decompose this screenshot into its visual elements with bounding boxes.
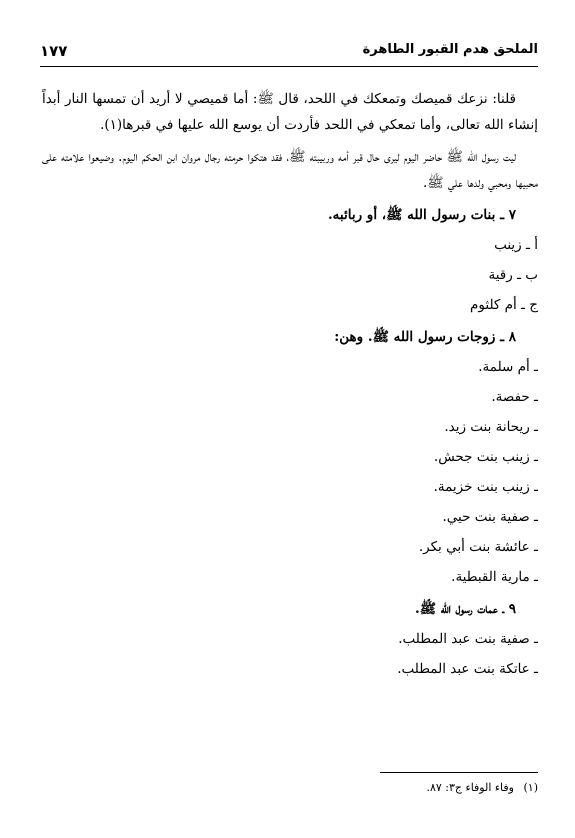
list-item: ـ عائشة بنت أبي بكر. — [418, 539, 538, 555]
footnote-number: (١) — [523, 781, 538, 794]
page-number: ١٧٧ — [40, 42, 68, 60]
list-item: ـ زينب بنت جحش. — [433, 449, 538, 465]
list-item: ـ ريحانة بنت زيد. — [444, 419, 538, 435]
section-7-heading: ٧ ـ بنات رسول الله ﷺ، أو ربائبه. — [327, 207, 516, 223]
page-header — [40, 40, 538, 67]
list-item: ـ حفصة. — [491, 389, 538, 405]
list-item: ـ صفية بنت حيي. — [442, 509, 538, 525]
list-item: ـ صفية بنت عبد المطلب. — [398, 631, 538, 647]
list-item: ـ أم سلمة. — [478, 359, 538, 375]
list-item: ب ـ رقية — [488, 267, 538, 283]
paragraph-2: ليت رسول الله ﷺ حاضر اليوم ليرى حال قبر أمه وربيبته ﷺ، فقد هتكوا حرمته رجال مروان ابن الحكم اليوم. وضيعوا علامته على محبيها ومحبي ولدها علي ﷺ. — [42, 149, 538, 191]
footnote-divider — [380, 772, 538, 773]
section-9-list — [42, 626, 538, 682]
running-title: الملحق هدم القبور الطاهرة — [362, 42, 538, 57]
section-7-list — [42, 232, 538, 318]
list-item: ـ زينب بنت خزيمة. — [433, 479, 538, 495]
section-9-heading: ٩ ـ عمات رسول الله ﷺ. — [415, 601, 516, 617]
page-body — [42, 86, 538, 682]
paragraph-1: قلنا: نزعك قميصك وتمعكك في اللحد، قال ﷺ: أما قميصي لا أريد أن تمسها النار أبداً إنشاء الله تعالى، وأما تمعكي في اللحد فأردت أن يوسع الله عليها في قبرها(١). — [42, 91, 538, 133]
footnote-text: وفاء الوفاء ج٣: ٨٧. — [426, 781, 514, 794]
list-item: ج ـ أم كلثوم — [470, 297, 538, 313]
list-item: ـ عاتكة بنت عبد المطلب. — [397, 661, 538, 677]
footnote — [238, 780, 538, 796]
list-item: أ ـ زينب — [494, 237, 538, 253]
list-item: ـ مارية القبطية. — [451, 569, 538, 585]
section-8-heading: ٨ ـ زوجات رسول الله ﷺ. وهن: — [334, 329, 516, 345]
section-8-list — [42, 354, 538, 590]
